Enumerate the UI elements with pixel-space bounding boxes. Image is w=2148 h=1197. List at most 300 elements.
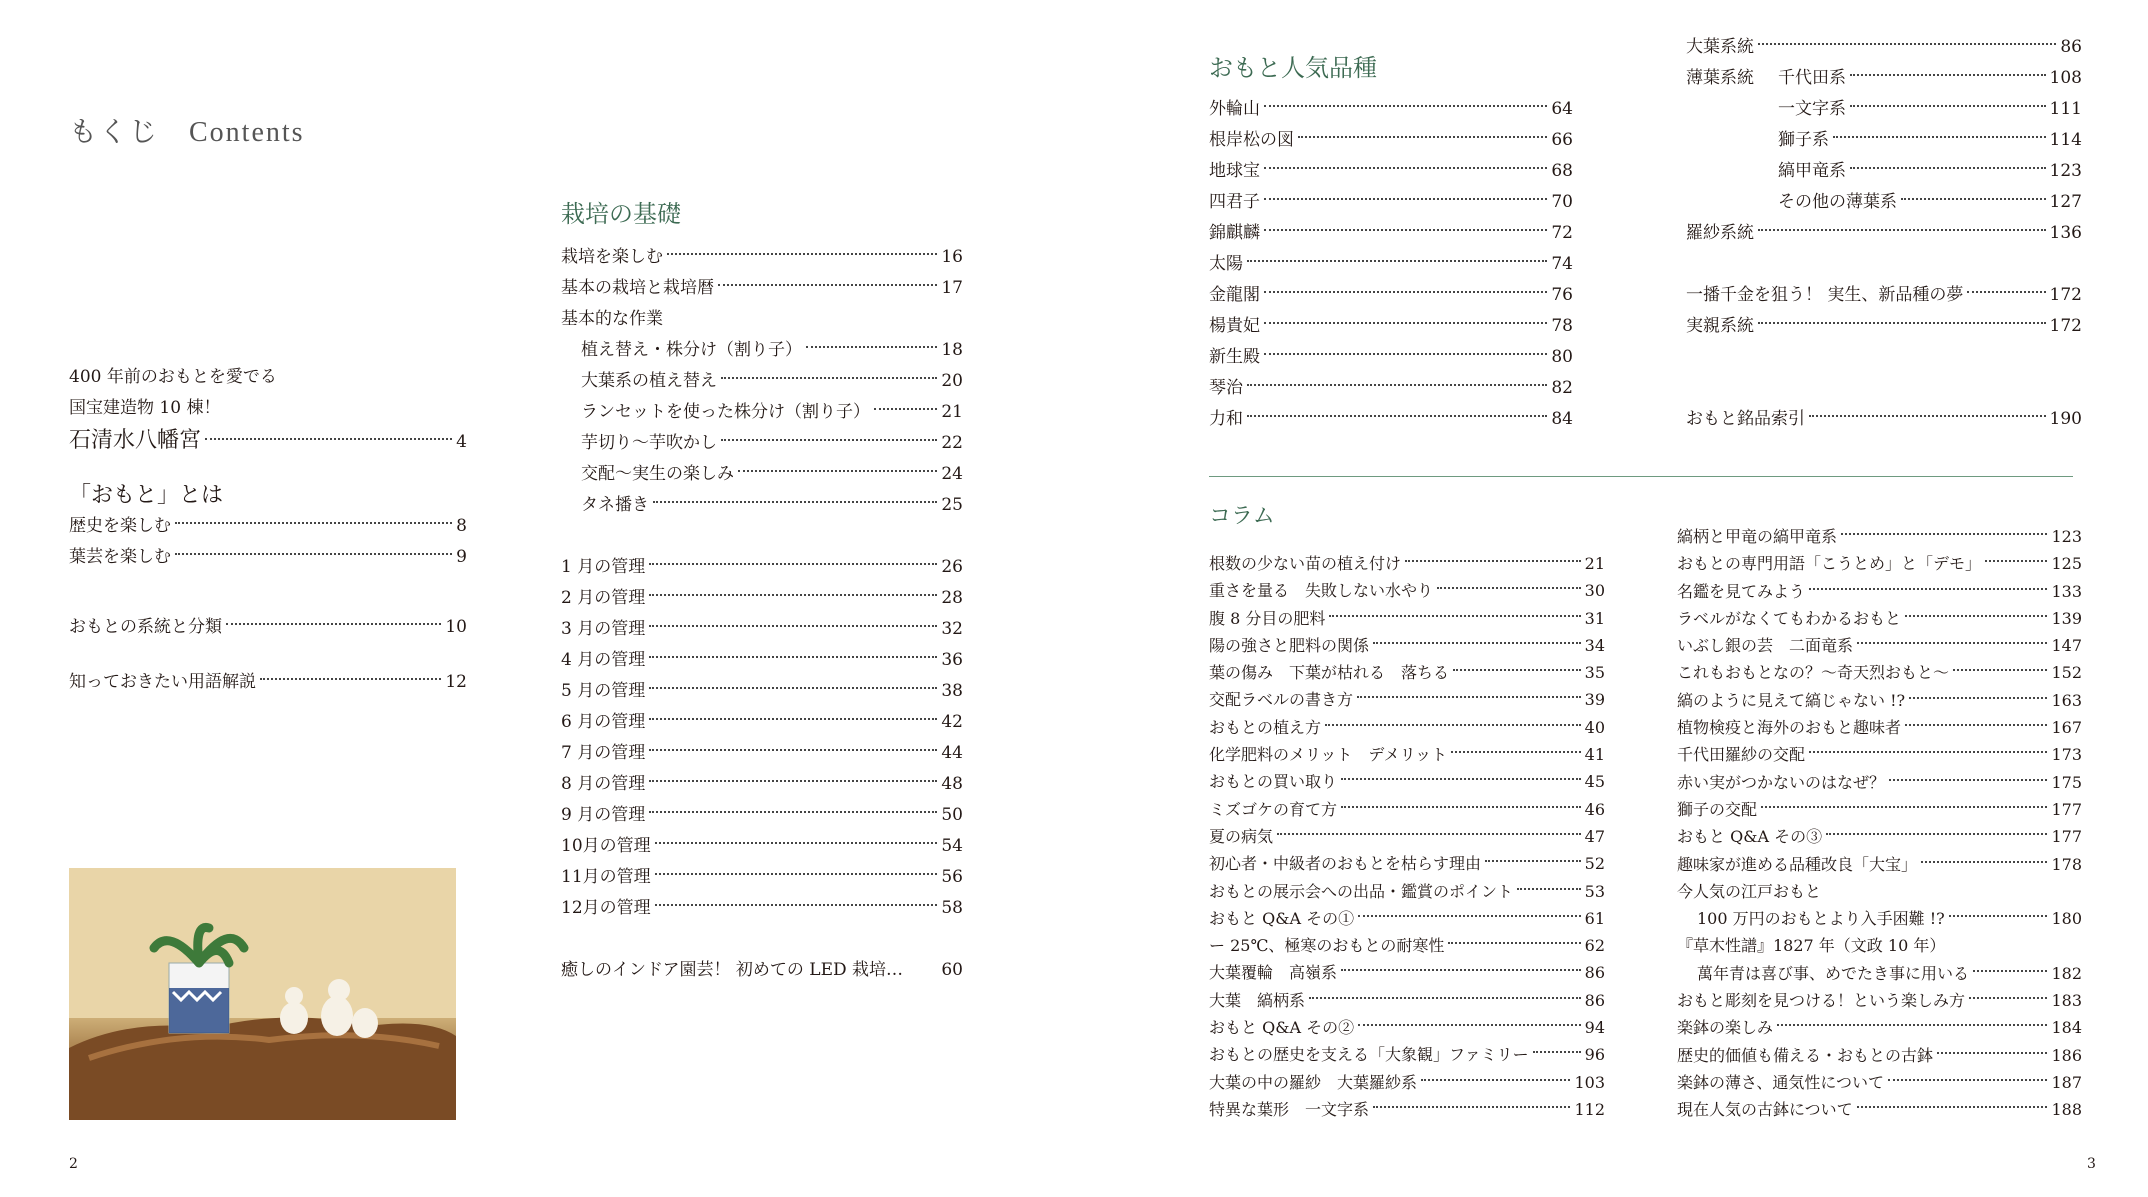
toc-page: 12: [445, 672, 467, 692]
toc-label: 歴史的価値も備える・おもとの古鉢: [1677, 1045, 1934, 1065]
toc-page: 172: [2049, 285, 2082, 305]
dot-leader: [1405, 560, 1581, 562]
toc-label: 一文字系: [1778, 99, 1846, 119]
toc-entry-led[interactable]: [561, 955, 963, 986]
toc-entry[interactable]: [1209, 404, 1573, 435]
toc-page: 32: [941, 619, 963, 639]
toc-entry[interactable]: [1209, 1096, 1605, 1123]
toc-page: 58: [941, 898, 963, 918]
dot-leader: [653, 501, 937, 503]
toc-entry[interactable]: [1209, 125, 1573, 156]
toc-label: ラベルがなくてもわかるおもと: [1677, 608, 1902, 628]
toc-label: おもと銘品索引: [1686, 409, 1805, 429]
toc-label: 8 月の管理: [561, 774, 646, 794]
toc-entry[interactable]: [1677, 523, 2082, 550]
toc-label: 名鑑を見てみよう: [1677, 581, 1806, 601]
toc-entry[interactable]: [1209, 550, 1605, 577]
toc-page: 64: [1551, 99, 1573, 119]
toc-label: 12月の管理: [561, 898, 651, 918]
toc-label: 縞のように見えて縞じゃない !?: [1677, 690, 1906, 710]
dot-leader: [226, 623, 441, 625]
toc-page: 24: [941, 464, 963, 484]
dot-leader: [1953, 669, 2047, 671]
dot-leader: [1264, 167, 1547, 169]
toc-page: 96: [1584, 1045, 1605, 1065]
toc-label: 羅紗系統: [1686, 223, 1754, 243]
dot-leader: [1909, 697, 2047, 699]
dot-leader: [1329, 615, 1580, 617]
toc-label: 11月の管理: [561, 867, 651, 887]
dot-leader: [1857, 1106, 2048, 1108]
dot-leader: [1937, 1052, 2047, 1054]
toc-label: 縞柄と甲竜の縞甲竜系: [1677, 527, 1838, 546]
left-page-number: 2: [69, 1156, 78, 1172]
dot-leader: [1325, 724, 1581, 726]
toc-label: おもとの専門用語「こうとめ」と「デモ」: [1677, 554, 1982, 574]
toc-entry[interactable]: [69, 511, 467, 542]
toc-label: 大葉系の植え替え: [581, 371, 717, 391]
toc-entry[interactable]: [561, 459, 963, 490]
toc-page: 147: [2051, 636, 2082, 656]
toc-label: おもと Q&A その①: [1209, 908, 1355, 928]
toc-label: 芋切り～芋吹かし: [581, 433, 717, 453]
column-title: コラム: [1209, 504, 1275, 529]
toc-entry[interactable]: [69, 542, 467, 573]
toc-entry[interactable]: [1686, 187, 2082, 218]
toc-page: 108: [2049, 68, 2082, 88]
toc-label: 重さを量る 失敗しない水やり: [1209, 581, 1434, 601]
toc-label: 『草木性譜』1827 年（文政 10 年）: [1677, 936, 1946, 956]
toc-label: 今人気の江戸おもと: [1677, 881, 1822, 901]
dot-leader: [1857, 642, 2047, 644]
toc-page: 68: [1551, 161, 1573, 181]
toc-label: 4 月の管理: [561, 650, 646, 670]
toc-entry[interactable]: [561, 769, 963, 800]
toc-entry[interactable]: [1209, 959, 1605, 986]
toc-label: 7 月の管理: [561, 743, 646, 763]
toc-page: 45: [1584, 772, 1605, 792]
toc-entry[interactable]: [1209, 156, 1573, 187]
dot-leader: [1833, 136, 2046, 138]
toc-label: 交配ラベルの書き方: [1209, 690, 1354, 710]
dot-leader: [718, 284, 937, 286]
omoto-photo-illustration: [69, 868, 456, 1120]
toc-page: 139: [2051, 608, 2082, 628]
toc-page: 188: [2051, 1100, 2082, 1120]
dot-leader: [1341, 806, 1581, 808]
toc-page: 125: [2051, 554, 2082, 574]
toc-label: 交配～実生の楽しみ: [581, 464, 734, 484]
toc-entry[interactable]: [1209, 94, 1573, 125]
toc-entry[interactable]: [1209, 632, 1605, 659]
toc-entry[interactable]: [1677, 550, 2082, 577]
dot-leader: [1247, 260, 1547, 262]
dot-leader: [649, 625, 937, 627]
toc-entry[interactable]: [561, 490, 963, 521]
toc-entry[interactable]: [1209, 768, 1605, 795]
toc-label: 錦麒麟: [1209, 223, 1260, 243]
toc-entry[interactable]: [1209, 280, 1573, 311]
toc-label: 基本の栽培と栽培暦: [561, 278, 714, 298]
toc-entry[interactable]: [1677, 823, 2082, 850]
toc-label: 100 万円のおもとより入手困難 !?: [1697, 909, 1945, 929]
cultivation-title: 栽培の基礎: [561, 200, 681, 228]
toc-page: 39: [1584, 690, 1605, 710]
toc-page: 183: [2051, 991, 2082, 1011]
column-list-left: [1209, 550, 1605, 1123]
dot-leader: [1341, 778, 1581, 780]
toc-entry[interactable]: [561, 335, 963, 366]
dot-leader: [1905, 724, 2047, 726]
toc-page: 114: [2049, 130, 2082, 150]
toc-page: 31: [1584, 608, 1605, 628]
toc-entry[interactable]: [1677, 905, 2082, 932]
toc-entry[interactable]: [1677, 1069, 2082, 1096]
toc-entry[interactable]: [1209, 932, 1605, 959]
toc-entry[interactable]: [561, 614, 963, 645]
toc-page: 35: [1584, 663, 1605, 683]
toc-page: 70: [1551, 192, 1573, 212]
toc-page: 190: [2049, 409, 2082, 429]
toc-entry[interactable]: [1677, 741, 2082, 768]
toc-entry[interactable]: [1686, 94, 2082, 125]
toc-label: おもと彫刻を見つける！という楽しみ方: [1677, 991, 1966, 1011]
toc-label: 2 月の管理: [561, 588, 646, 608]
toc-entry[interactable]: [69, 667, 467, 698]
toc-label: その他の薄葉系: [1778, 192, 1897, 212]
toc-label: これもおもとなの？～奇天烈おもと～: [1677, 663, 1950, 683]
dot-leader: [649, 780, 937, 782]
toc-entry[interactable]: [1686, 404, 2082, 435]
dot-leader: [649, 687, 937, 689]
toc-entry[interactable]: [1677, 605, 2082, 632]
toc-page: 50: [941, 805, 963, 825]
toc-entry[interactable]: [1209, 796, 1605, 823]
toc-entry[interactable]: [69, 612, 467, 643]
dot-leader: [1888, 1079, 2047, 1081]
toc-label: おもとの系統と分類: [69, 617, 222, 637]
toc-entry[interactable]: [1209, 218, 1573, 249]
dot-leader: [649, 594, 937, 596]
toc-entry[interactable]: [1209, 823, 1605, 850]
toc-entry[interactable]: [1209, 1041, 1605, 1068]
popular-title: おもと人気品種: [1209, 54, 1377, 82]
toc-page: 180: [2051, 909, 2082, 929]
page-title: もくじ Contents: [69, 117, 305, 148]
toc-entry[interactable]: [1209, 373, 1573, 404]
dot-leader: [1264, 198, 1547, 200]
toc-entry[interactable]: [561, 645, 963, 676]
toc-page: 94: [1584, 1018, 1605, 1038]
dot-leader: [1517, 888, 1581, 890]
toc-entry[interactable]: [561, 366, 963, 397]
dot-leader: [738, 470, 937, 472]
toc-label: 萬年青は喜び事、めでたき事に用いる: [1697, 963, 1970, 983]
dot-leader: [649, 718, 937, 720]
toc-page: 175: [2051, 772, 2082, 792]
toc-page: 36: [941, 650, 963, 670]
toc-page: 123: [2051, 527, 2082, 546]
toc-entry[interactable]: [1686, 311, 2082, 342]
toc-page: 66: [1551, 130, 1573, 150]
toc-label: 植え替え・株分け（割り子）: [581, 340, 802, 360]
toc-page: 16: [941, 247, 963, 267]
toc-entry[interactable]: [1209, 714, 1605, 741]
toc-page: 76: [1551, 285, 1573, 305]
toc-entry[interactable]: [1209, 1014, 1605, 1041]
toc-entry[interactable]: [1209, 605, 1605, 632]
toc-entry[interactable]: [1686, 32, 2082, 63]
toc-page: 26: [941, 557, 963, 577]
dot-leader: [1901, 198, 2046, 200]
toc-entry[interactable]: [1677, 851, 2082, 878]
toc-entry[interactable]: [561, 397, 963, 428]
toc-label: 力和: [1209, 409, 1243, 429]
toc-page: 21: [1584, 554, 1605, 573]
dot-leader: [874, 408, 937, 410]
toc-page: 78: [1551, 316, 1573, 336]
dot-leader: [1905, 615, 2047, 617]
toc-entry[interactable]: [561, 676, 963, 707]
toc-page: 9: [456, 547, 467, 567]
dot-leader: [1809, 415, 2046, 417]
intro-line-1: 400 年前のおもとを愛でる: [69, 367, 277, 387]
toc-page: 177: [2051, 827, 2082, 847]
toc-entry[interactable]: [1209, 187, 1573, 218]
toc-page: 4: [456, 432, 467, 452]
toc-page: 163: [2051, 690, 2082, 710]
dot-leader: [1421, 1079, 1570, 1081]
toc-label: 1 月の管理: [561, 557, 646, 577]
dot-leader: [655, 904, 938, 906]
popular-list: [1209, 94, 1573, 435]
lineage-list: [1686, 32, 2082, 435]
dot-leader: [1533, 1051, 1581, 1053]
toc-entry[interactable]: [1677, 659, 2082, 686]
dot-leader: [1850, 105, 2046, 107]
toc-page: 56: [941, 867, 963, 887]
toc-label: 一播千金を狙う！ 実生、新品種の夢: [1686, 285, 1964, 305]
toc-label: 外輪山: [1209, 99, 1260, 119]
dot-leader: [655, 873, 938, 875]
toc-entry[interactable]: [1677, 769, 2082, 796]
toc-entry[interactable]: [561, 707, 963, 738]
dot-leader: [1485, 860, 1581, 862]
toc-entry[interactable]: [561, 583, 963, 614]
dot-leader: [1973, 970, 2047, 972]
dot-leader: [1761, 806, 2047, 808]
toc-label: 千代田羅紗の交配: [1677, 745, 1806, 765]
toc-entry[interactable]: [1677, 1042, 2082, 1069]
toc-label: 四君子: [1209, 192, 1260, 212]
toc-page: 103: [1574, 1072, 1605, 1092]
toc-label: 地球宝: [1209, 161, 1260, 181]
toc-label: 趣味家が進める品種改良「大宝」: [1677, 854, 1918, 874]
toc-entry[interactable]: [1686, 218, 2082, 249]
toc-entry[interactable]: [561, 552, 963, 583]
toc-label: 金龍閣: [1209, 285, 1260, 305]
toc-page: 28: [941, 588, 963, 608]
toc-label: 大葉 縞柄系: [1209, 990, 1306, 1010]
dot-leader: [1758, 229, 2046, 231]
dot-leader: [1969, 997, 2047, 999]
dot-leader: [1826, 833, 2047, 835]
dot-leader: [1358, 915, 1581, 917]
toc-page: 123: [2049, 161, 2082, 181]
toc-label: 獅子の交配: [1677, 799, 1758, 819]
toc-entry[interactable]: [1677, 796, 2082, 823]
toc-entry[interactable]: [1677, 987, 2082, 1014]
toc-entry[interactable]: [1686, 63, 2082, 94]
intro-section: [69, 362, 467, 573]
dot-leader: [1985, 560, 2047, 562]
dot-leader: [1850, 74, 2046, 76]
toc-entry[interactable]: [1677, 960, 2082, 987]
toc-entry[interactable]: [1686, 156, 2082, 187]
dot-leader: [1949, 915, 2048, 917]
dot-leader: [1758, 43, 2056, 45]
toc-entry[interactable]: [561, 862, 963, 893]
toc-entry[interactable]: [1209, 659, 1605, 686]
toc-entry[interactable]: [1209, 1069, 1605, 1096]
toc-entry[interactable]: [1677, 578, 2082, 605]
toc-entry[interactable]: [1209, 741, 1605, 768]
toc-page: 186: [2051, 1045, 2082, 1065]
toc-page: 152: [2051, 663, 2082, 683]
toc-entry[interactable]: [1209, 987, 1605, 1014]
toc-entry[interactable]: [561, 893, 963, 924]
toc-entry[interactable]: [1686, 280, 2082, 311]
toc-entry[interactable]: [561, 242, 963, 273]
toc-entry[interactable]: [1677, 687, 2082, 714]
dot-leader: [1264, 229, 1547, 231]
dot-leader: [175, 553, 452, 555]
toc-page: 127: [2049, 192, 2082, 212]
toc-label: ランセットを使った株分け（割り子）: [581, 402, 870, 422]
toc-page: 74: [1551, 254, 1573, 274]
toc-label: 獅子系: [1778, 130, 1829, 150]
toc-entry[interactable]: [1209, 850, 1605, 877]
dot-leader: [667, 253, 937, 255]
toc-entry[interactable]: [1209, 878, 1605, 905]
toc-label: おもとの歴史を支える「大象観」ファミリー: [1209, 1045, 1529, 1065]
toc-label: 歴史を楽しむ: [69, 516, 171, 536]
toc-label: 5 月の管理: [561, 681, 646, 701]
toc-entry[interactable]: [1677, 632, 2082, 659]
toc-page: 42: [941, 712, 963, 732]
omoto-photo: [69, 868, 456, 1120]
toc-label: 新生殿: [1209, 347, 1260, 367]
toc-entry[interactable]: [561, 831, 963, 862]
dot-leader: [649, 563, 937, 565]
column-list-right: [1677, 523, 2082, 1124]
toc-entry[interactable]: [1677, 1096, 2082, 1123]
toc-entry[interactable]: [561, 273, 963, 304]
dot-leader: [260, 678, 441, 680]
toc-page: 72: [1551, 223, 1573, 243]
dot-leader: [1358, 1024, 1581, 1026]
toc-page: 47: [1584, 826, 1605, 846]
toc-label: 植物検疫と海外のおもと趣味者: [1677, 718, 1902, 738]
toc-entry[interactable]: [1686, 125, 2082, 156]
dot-leader: [1373, 642, 1581, 644]
toc-page: 133: [2051, 581, 2082, 601]
toc-page: 60: [941, 960, 963, 980]
dot-leader: [1373, 1106, 1570, 1108]
toc-entry[interactable]: [561, 428, 963, 459]
toc-page: 46: [1584, 799, 1605, 819]
toc-label: 楽鉢の薄さ、通気性について: [1677, 1072, 1885, 1092]
toc-entry[interactable]: [561, 800, 963, 831]
dot-leader: [1264, 322, 1547, 324]
toc-page: 52: [1584, 854, 1605, 874]
dot-leader: [1247, 415, 1547, 417]
toc-page: 111: [2049, 99, 2082, 119]
dot-leader: [1277, 833, 1581, 835]
toc-entry[interactable]: [1209, 249, 1573, 280]
toc-entry[interactable]: [1209, 577, 1605, 604]
toc-label: 特異な葉形 一文字系: [1209, 1099, 1370, 1119]
toc-label: 楽鉢の楽しみ: [1677, 1018, 1774, 1038]
dot-leader: [649, 811, 937, 813]
toc-entry[interactable]: [1677, 714, 2082, 741]
toc-label: 3 月の管理: [561, 619, 646, 639]
toc-label: 実親系統: [1686, 316, 1754, 336]
toc-label: 癒しのインドア園芸！ 初めての LED 栽培…: [561, 960, 904, 980]
toc-entry-iwashimizu[interactable]: [69, 424, 467, 458]
toc-label: 10月の管理: [561, 836, 651, 856]
toc-label: 大葉系統: [1686, 37, 1754, 57]
toc-page: 10: [445, 617, 467, 637]
dot-leader: [1448, 942, 1580, 944]
dot-leader: [1247, 384, 1547, 386]
toc-label: 9 月の管理: [561, 805, 646, 825]
toc-entry[interactable]: [1209, 905, 1605, 932]
toc-entry[interactable]: [561, 738, 963, 769]
toc-page: 22: [941, 433, 963, 453]
dot-leader: [649, 656, 937, 658]
intro-section-title: 「おもと」とは: [69, 483, 224, 508]
dot-leader: [721, 377, 937, 379]
toc-label: タネ播き: [581, 495, 649, 515]
toc-entry[interactable]: [1209, 686, 1605, 713]
toc-entry[interactable]: [1677, 1014, 2082, 1041]
toc-entry[interactable]: [1209, 311, 1573, 342]
toc-label: 夏の病気: [1209, 826, 1274, 846]
toc-page: 80: [1551, 347, 1573, 367]
toc-label: おもと Q&A その③: [1677, 827, 1823, 847]
toc-page: 86: [1584, 990, 1605, 1010]
toc-page: 182: [2051, 963, 2082, 983]
dot-leader: [655, 842, 938, 844]
dot-leader: [1921, 861, 2047, 863]
dot-leader: [1437, 587, 1581, 589]
toc-label: 葉の傷み 下葉が枯れる 落ちる: [1209, 663, 1450, 683]
dot-leader: [1777, 1024, 2047, 1026]
toc-page: 172: [2049, 316, 2082, 336]
toc-label: 大葉の中の羅紗 大葉羅紗系: [1209, 1072, 1418, 1092]
toc-page: 112: [1574, 1099, 1605, 1119]
toc-entry[interactable]: [1209, 342, 1573, 373]
toc-label: 栽培を楽しむ: [561, 247, 663, 267]
toc-page: 17: [941, 278, 963, 298]
dot-leader: [1967, 291, 2045, 293]
dot-leader: [1341, 969, 1581, 971]
toc-label: 葉芸を楽しむ: [69, 547, 171, 567]
dot-leader: [1850, 167, 2046, 169]
toc-label: おもと Q&A その②: [1209, 1018, 1355, 1038]
toc-page: 177: [2051, 799, 2082, 819]
